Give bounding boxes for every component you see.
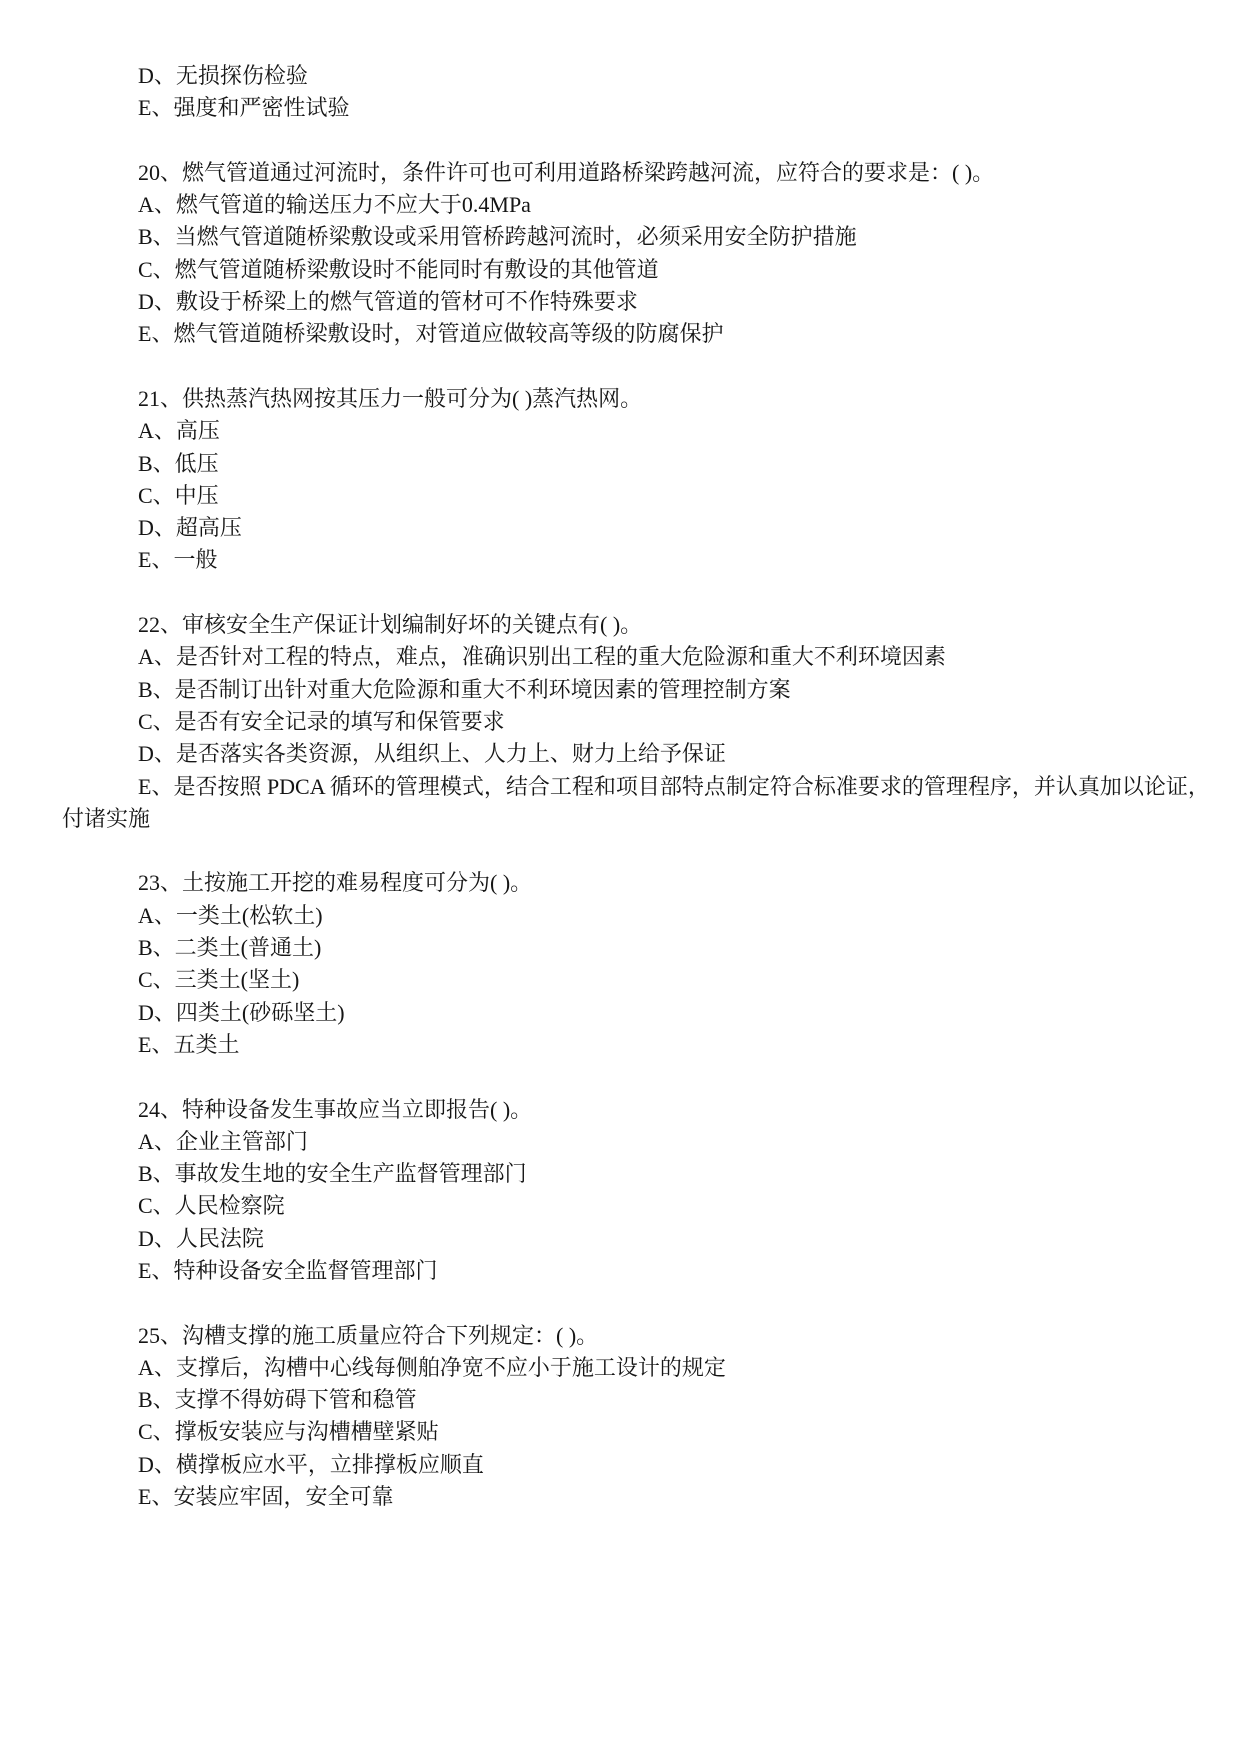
question-21-option-d: D、超高压 xyxy=(138,515,242,541)
document-body xyxy=(0,60,1241,1513)
question-20-option-c: C、燃气管道随桥梁敷设时不能同时有敷设的其他管道 xyxy=(138,256,659,282)
question-21-option-a: A、高压 xyxy=(138,418,220,444)
question-20-option-e: E、燃气管道随桥梁敷设时，对管道应做较高等级的防腐保护 xyxy=(138,321,724,347)
question-20-option-b: B、当燃气管道随桥梁敷设或采用管桥跨越河流时，必须采用安全防护措施 xyxy=(138,224,857,250)
question-21-stem: 21、供热蒸汽热网按其压力一般可分为( )蒸汽热网。 xyxy=(138,385,643,411)
question-22-option-d: D、是否落实各类资源，从组织上、人力上、财力上给予保证 xyxy=(138,741,726,767)
question-22-option-e-continuation: 付诸实施 xyxy=(62,805,151,831)
question-20 xyxy=(0,157,1241,351)
question-23-option-d: D、四类土(砂砾坚土) xyxy=(138,999,345,1025)
question-22-option-b: B、是否制订出针对重大危险源和重大不利环境因素的管理控制方案 xyxy=(138,676,791,702)
question-23-option-b: B、二类土(普通土) xyxy=(138,935,322,961)
question-23-stem: 23、土按施工开挖的难易程度可分为( )。 xyxy=(138,870,533,896)
question-24 xyxy=(0,1094,1241,1288)
question-24-option-b: B、事故发生地的安全生产监督管理部门 xyxy=(138,1161,527,1187)
question-24-option-e: E、特种设备安全监督管理部门 xyxy=(138,1257,438,1283)
question-25-option-e: E、安装应牢固，安全可靠 xyxy=(138,1484,394,1510)
question-21-option-c: C、中压 xyxy=(138,482,219,508)
question-25-option-c: C、撑板安装应与沟槽槽壁紧贴 xyxy=(138,1419,439,1445)
question-24-option-c: C、人民检察院 xyxy=(138,1193,285,1219)
question-22-option-e: E、是否按照 PDCA 循环的管理模式，结合工程和项目部特点制定符合标准要求的管理程序，并认真加以论证， xyxy=(138,773,1210,799)
question-24-option-a: A、企业主管部门 xyxy=(138,1128,308,1154)
question-22-option-a: A、是否针对工程的特点，难点，准确识别出工程的重大危险源和重大不利环境因素 xyxy=(138,644,946,670)
question-25 xyxy=(0,1320,1241,1514)
question-21-option-b: B、低压 xyxy=(138,450,219,476)
question-23-option-e: E、五类土 xyxy=(138,1031,240,1057)
question-20-option-d: D、敷设于桥梁上的燃气管道的管材可不作特殊要求 xyxy=(138,289,638,315)
continued-option-d: D、无损探伤检验 xyxy=(138,63,308,88)
continued-option-e: E、强度和严密性试验 xyxy=(138,95,350,121)
question-22 xyxy=(0,609,1241,835)
question-23 xyxy=(0,867,1241,1061)
question-25-stem: 25、沟槽支撑的施工质量应符合下列规定：( )。 xyxy=(138,1322,599,1348)
question-23-option-c: C、三类土(坚土) xyxy=(138,967,300,993)
question-22-option-c: C、是否有安全记录的填写和保管要求 xyxy=(138,708,505,734)
question-21 xyxy=(0,383,1241,577)
question-20-stem: 20、燃气管道通过河流时，条件许可也可利用道路桥梁跨越河流，应符合的要求是：( )。 xyxy=(138,159,995,185)
question-20-option-a: A、燃气管道的输送压力不应大于0.4MPa xyxy=(138,192,531,218)
question-24-stem: 24、特种设备发生事故应当立即报告( )。 xyxy=(138,1096,533,1122)
question-24-option-d: D、人民法院 xyxy=(138,1225,264,1251)
question-25-option-a: A、支撑后，沟槽中心线每侧舶净宽不应小于施工设计的规定 xyxy=(138,1354,726,1380)
question-25-option-d: D、横撑板应水平，立排撑板应顺直 xyxy=(138,1451,484,1477)
question-23-option-a: A、一类土(松软土) xyxy=(138,902,323,928)
question-21-option-e: E、一般 xyxy=(138,547,218,573)
question-22-stem: 22、审核安全生产保证计划编制好坏的关键点有( )。 xyxy=(138,612,643,638)
question-25-option-b: B、支撑不得妨碍下管和稳管 xyxy=(138,1387,417,1413)
continued-options-group xyxy=(0,60,1241,125)
